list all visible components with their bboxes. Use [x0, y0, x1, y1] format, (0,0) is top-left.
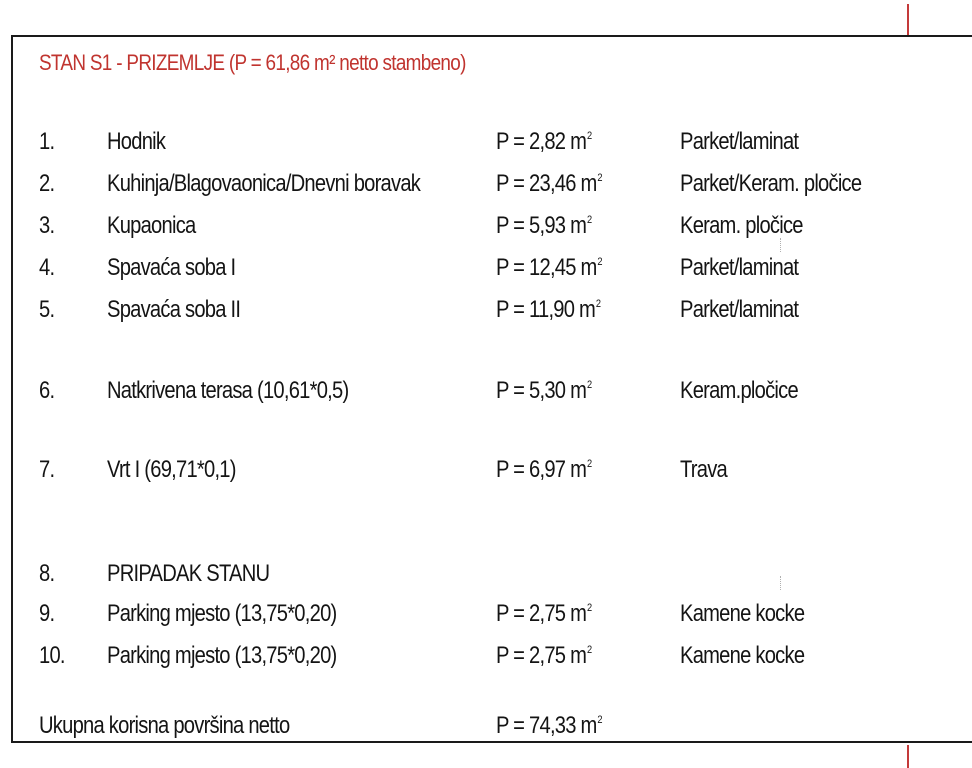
red-margin-mark-top: [907, 4, 909, 35]
total-label: Ukupna korisna površina netto: [39, 712, 290, 739]
room-material: Parket/laminat: [680, 254, 799, 281]
room-name: Vrt I (69,71*0,1): [107, 456, 236, 483]
room-name: Parking mjesto (13,75*0,20): [107, 600, 337, 627]
room-name: Kuhinja/Blagovaonica/Dnevni boravak: [107, 170, 421, 197]
room-material: Parket/Keram. pločice: [680, 170, 862, 197]
row-number: 3.: [39, 212, 55, 239]
total-area: P = 74,33 $m^2$: [496, 712, 602, 739]
room-material: Trava: [680, 456, 728, 483]
room-area: P = 5,30 $m^2$: [496, 377, 592, 404]
room-area: P = 2,82 $m^2$: [496, 128, 592, 155]
section-label: PRIPADAK STANU: [107, 560, 270, 587]
red-margin-mark-bottom: [907, 745, 909, 768]
room-name: Natkrivena terasa (10,61*0,5): [107, 377, 349, 404]
room-area: P = 5,93 $m^2$: [496, 212, 592, 239]
room-name: Spavaća soba I: [107, 254, 236, 281]
row-number: 4.: [39, 254, 55, 281]
row-number: 6.: [39, 377, 55, 404]
room-material: Parket/laminat: [680, 128, 799, 155]
row-number: 2.: [39, 170, 55, 197]
scan-artifact: [780, 576, 782, 590]
row-number: 10.: [39, 642, 65, 669]
room-name: Spavaća soba II: [107, 296, 241, 323]
room-name: Parking mjesto (13,75*0,20): [107, 642, 337, 669]
room-area: P = 2,75 $m^2$: [496, 600, 592, 627]
room-area: P = 12,45 $m^2$: [496, 254, 602, 281]
room-material: Kamene kocke: [680, 600, 805, 627]
room-area: P = 11,90 $m^2$: [496, 296, 601, 323]
row-number: 7.: [39, 456, 55, 483]
room-material: Keram. pločice: [680, 212, 803, 239]
room-area: P = 2,75 $m^2$: [496, 642, 592, 669]
page-title: STAN S1 - PRIZEMLJE (P = 61,86 m² netto stambeno): [39, 50, 466, 75]
row-number: 9.: [39, 600, 55, 627]
row-number: 8.: [39, 560, 55, 587]
room-material: Parket/laminat: [680, 296, 799, 323]
room-material: Kamene kocke: [680, 642, 805, 669]
room-name: Hodnik: [107, 128, 166, 155]
room-material: Keram.pločice: [680, 377, 798, 404]
room-name: Kupaonica: [107, 212, 196, 239]
room-area: P = 6,97 $m^2$: [496, 456, 592, 483]
room-area: P = 23,46 $m^2$: [496, 170, 602, 197]
scan-artifact: [780, 238, 782, 252]
row-number: 1.: [39, 128, 55, 155]
row-number: 5.: [39, 296, 55, 323]
